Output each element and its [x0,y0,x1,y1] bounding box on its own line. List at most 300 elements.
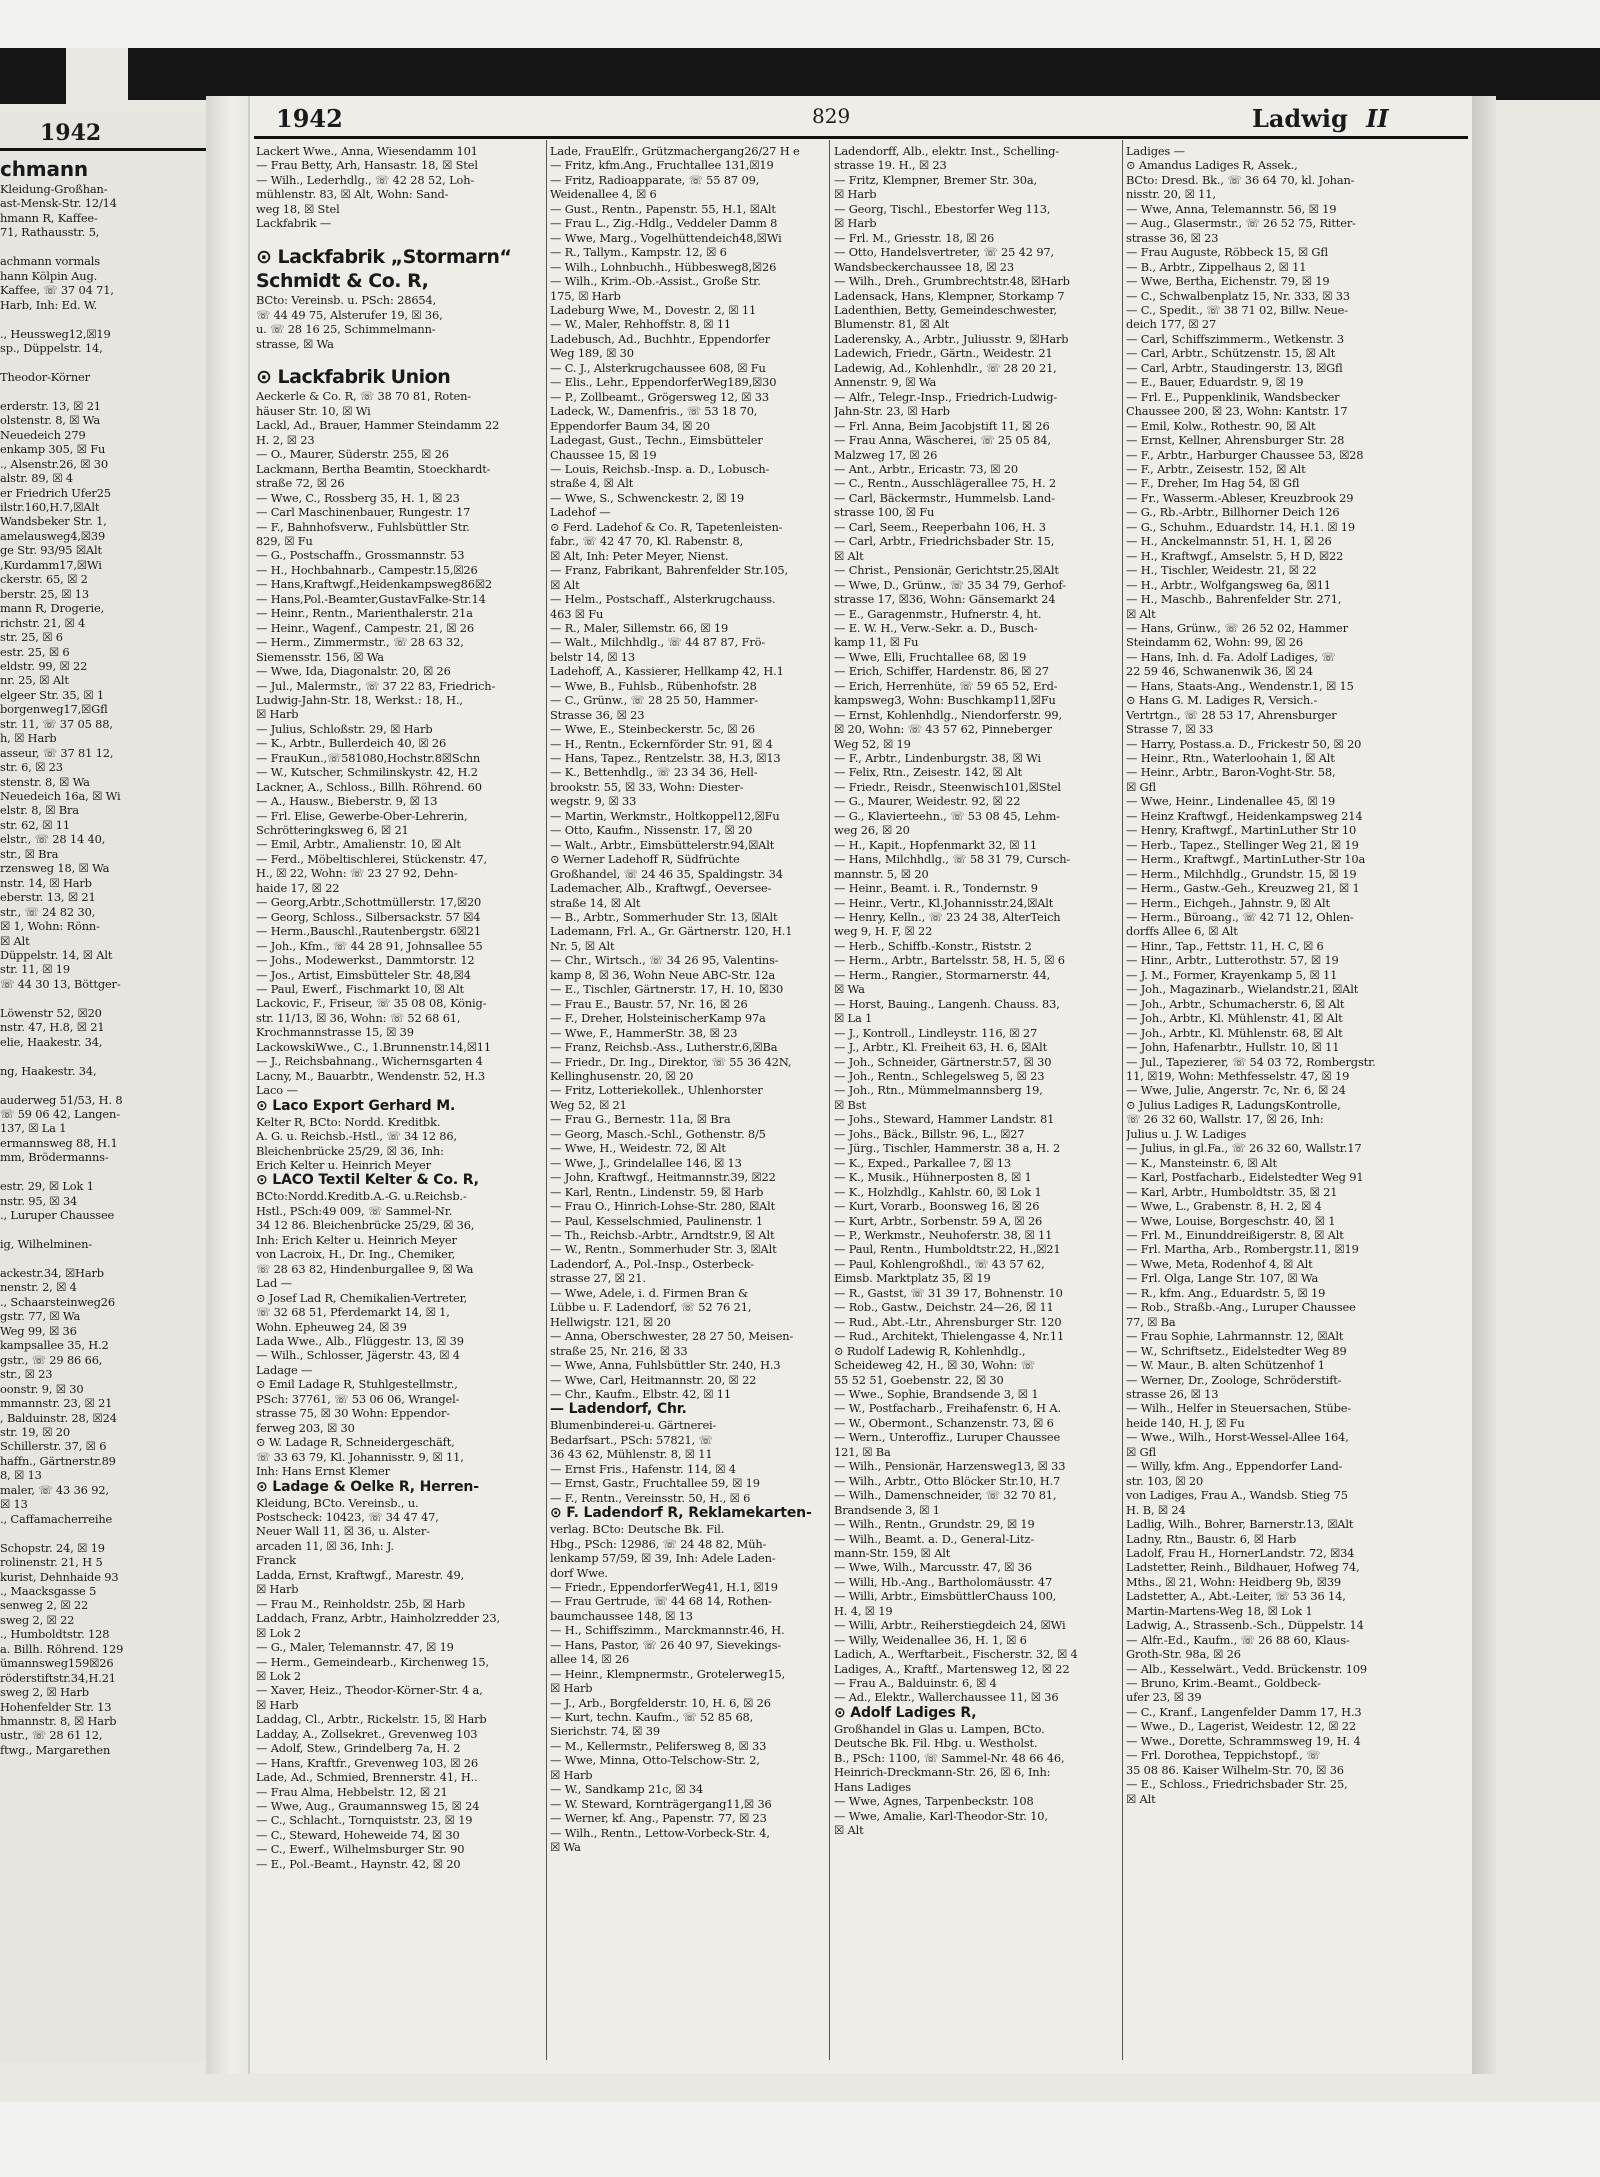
directory-entry: str. 11/13, ☒ 36, Wohn: ☏ 52 68 61, [256,1010,461,1025]
left-page-line [0,355,206,369]
directory-entry: — K., Arbtr., Bullerdeich 40, ☒ 26 [256,736,447,751]
directory-entry: A. G. u. Reichsb.-Hstl., ☏ 34 12 86, [256,1129,457,1144]
directory-entry: — John, Kraftwgf., Heitmannstr.39, ☒22 [550,1170,776,1185]
directory-entry: — Rob., Straßb.-Ang., Luruper Chaussee [1126,1300,1356,1315]
directory-entry: Annenstr. 9, ☒ Wa [834,375,937,390]
directory-entry: 55 52 51, Goebenstr. 22, ☒ 30 [834,1372,1004,1387]
directory-entry: mannstr. 5, ☒ 20 [834,866,929,881]
directory-entry: — Karl, Postfacharb., Eidelstedter Weg 91 [1126,1170,1364,1185]
volume-number: II [1366,104,1389,133]
left-page-line: Düppelstr. 14, ☒ Alt [0,948,113,963]
directory-entry: Ladwig, A., Strassenb.-Sch., Düppelstr. 14 [1126,1618,1364,1633]
directory-entry: — Ferd., Möbeltischlerei, Stückenstr. 47, [256,851,487,866]
directory-entry: — Heinr., Rentn., Marienthalerstr. 21a [256,606,473,621]
left-page-line: mann R, Drogerie, [0,601,105,616]
directory-entry: — Ad., Elektr., Wallerchaussee 11, ☒ 36 [834,1690,1059,1705]
directory-entry: — J., Kontroll., Lindleystr. 116, ☒ 27 [834,1025,1038,1040]
left-page-line: ., Maacksgasse 5 [0,1583,97,1598]
left-page-line: hann Kölpin Aug. [0,268,98,283]
left-page-line: ckerstr. 65, ☒ 2 [0,572,88,587]
left-page-line: Schopstr. 24, ☒ 19 [0,1540,105,1555]
running-head [1252,104,1389,134]
directory-entry: deich 177, ☒ 27 [1126,317,1217,332]
left-page-line [0,312,206,326]
left-page-line: Weg 99, ☒ 36 [0,1323,77,1338]
directory-entry: — Carl, Schiffszimmerm., Wetkenstr. 3 [1126,331,1345,346]
directory-entry: Ladda, Ernst, Kraftwgf., Marestr. 49, [256,1567,465,1582]
directory-entry: — R., Tallym., Kampstr. 12, ☒ 6 [550,245,727,260]
directory-entry: — Xaver, Heiz., Theodor-Körner-Str. 4 a, [256,1683,483,1698]
directory-entry: kamp 8, ☒ 36, Wohn Neue ABC-Str. 12a [550,967,776,982]
directory-entry: Ladstetter, Reinh., Bildhauer, Hofweg 74, [1126,1560,1360,1575]
directory-entry: — Rud., Architekt, Thielengasse 4, Nr.11 [834,1329,1065,1344]
left-page-year: 1942 [40,120,102,146]
directory-entry: Laderensky, A., Arbtr., Juliusstr. 9, ☒Harb [834,331,1069,346]
directory-entry: dorf Wwe. [550,1565,608,1580]
directory-entry: — Chr., Wirtsch., ☏ 34 26 95, Valentins- [550,953,779,968]
directory-entry: ⊙ Amandus Ladiges R, Assek., [1126,158,1298,173]
directory-entry: — Wilh., Beamt. a. D., General-Litz- [834,1531,1035,1546]
directory-entry: ☒ Gfl [1126,779,1157,794]
directory-entry: — Frau O., Hinrich-Lohse-Str. 280, ☒Alt [550,1199,776,1214]
directory-entry: — Werner, kf. Ang., Papenstr. 77, ☒ 23 [550,1811,767,1826]
left-page-line: olstenstr. 8, ☒ Wa [0,413,100,428]
left-page-line: Theodor-Körner [0,369,90,384]
directory-entry [256,231,542,245]
directory-entry: — F., Rentn., Vereinsstr. 50, H., ☒ 6 [550,1490,751,1505]
directory-entry: — Wwe, C., Rossberg 35, H. 1, ☒ 23 [256,490,460,505]
directory-entry: — Hans, Milchhdlg., ☏ 58 31 79, Cursch- [834,852,1071,867]
directory-column-4 [1126,144,1466,2062]
directory-entry: Ladolf, Frau H., HornerLandstr. 72, ☒34 [1126,1545,1355,1560]
directory-entry: Ladebusch, Ad., Buchhtr., Eppendorfer [550,331,771,346]
left-page-line: röderstiftstr.34,H.21 [0,1670,116,1685]
directory-entry: ☒ Wa [550,1840,581,1855]
left-page-line: Kaffee, ☏ 37 04 71, [0,283,114,298]
directory-entry: — Frau A., Balduinstr. 6, ☒ 4 [834,1676,997,1691]
directory-entry: — Wwe, F., HammerStr. 38, ☒ 23 [550,1025,738,1040]
directory-entry: — Hans,Kraftwgf.,Heidenkampsweg86☒2 [256,577,492,592]
directory-entry: — Joh., Arbtr., Schumacherstr. 6, ☒ Alt [1126,996,1345,1011]
directory-entry: Weg 52, ☒ 19 [834,736,911,751]
left-page-line: gstr. 77, ☒ Wa [0,1309,81,1324]
directory-entry: verlag. BCto: Deutsche Bk. Fil. [550,1522,725,1537]
left-page-line: Löwenstr 52, ☒20 [0,1005,102,1020]
directory-entry: — Frau G., Bernestr. 11a, ☒ Bra [550,1112,731,1127]
directory-entry: — E., Tischler, Gärtnerstr. 17, H. 10, ☒30 [550,982,784,997]
directory-entry: — P., Zollbeamt., Grögersweg 12, ☒ 33 [550,389,769,404]
left-page-fragment [0,112,206,2062]
directory-entry: — Georg, Masch.-Schl., Gothenstr. 8/5 [550,1126,766,1141]
left-page-line: gstr., ☏ 29 86 66, [0,1352,103,1367]
directory-entry: Lad — [256,1276,292,1291]
directory-entry: — C. J., Alsterkrugchaussee 608, ☒ Fu [550,360,766,375]
directory-entry: allee 14, ☒ 26 [550,1652,630,1667]
directory-entry: strasse 17, ☒36, Wohn: Gänsemarkt 24 [834,592,1056,607]
directory-entry: — Franz, Fabrikant, Bahrenfelder Str.105, [550,563,789,578]
directory-entry: Großhandel, ☏ 24 46 35, Spaldingstr. 34 [550,866,783,881]
directory-entry: — Herm., Eichgeh., Jahnstr. 9, ☒ Alt [1126,895,1330,910]
directory-entry: H., ☒ 22, Wohn: ☏ 23 27 92, Dehn- [256,866,458,881]
directory-entry: Deutsche Bk. Fil. Hbg. u. Westholst. [834,1736,1038,1751]
directory-entry: — C., Steward, Hoheweide 74, ☒ 30 [256,1827,460,1842]
directory-entry: brookstr. 55, ☒ 33, Wohn: Diester- [550,779,744,794]
header-rule [254,136,1468,139]
directory-entry: ⊙ Hans G. M. Ladiges R, Versich.- [1126,693,1318,708]
directory-entry: Ladday, A., Zollsekret., Grevenweg 103 [256,1726,478,1741]
directory-entry: — Helm., Postschaff., Alsterkrugchauss. [550,592,776,607]
directory-entry: — H., Rentn., Eckernförder Str. 91, ☒ 4 [550,736,773,751]
directory-entry: Heinrich-Dreckmann-Str. 26, ☒ 6, Inh: [834,1765,1051,1780]
directory-entry: — Johs., Modewerkst., Dammtorstr. 12 [256,953,475,968]
page-year: 1942 [276,104,343,133]
column-rule-3 [1122,140,1123,2060]
directory-entry: strasse 19. H., ☒ 23 [834,158,947,173]
directory-entry: — G., Postschaffn., Grossmannstr. 53 [256,548,465,563]
directory-entry: — J., Reichsbahnang., Wichernsgarten 4 [256,1054,483,1069]
directory-entry: straße 14, ☒ Alt [550,895,641,910]
directory-entry: Eppendorfer Baum 34, ☒ 20 [550,418,710,433]
directory-entry: — Kurt, Arbtr., Sorbenstr. 59 A, ☒ 26 [834,1213,1043,1228]
directory-entry: ⊙ Ferd. Ladehof & Co. R, Tapetenleisten- [550,519,783,534]
directory-entry: — F., Bahnhofsverw., Fuhlsbüttler Str. [256,519,470,534]
directory-entry [256,351,542,365]
directory-entry: — E. W. H., Verw.-Sekr. a. D., Busch- [834,620,1038,635]
directory-entry: — Paul, Kohlengroßhdl., ☏ 43 57 62, [834,1256,1045,1271]
directory-entry: — Jos., Artist, Eimsbütteler Str. 48,☒4 [256,967,471,982]
directory-entry: ☒ Harb [834,216,877,231]
directory-entry: Hbg., PSch: 12986, ☏ 24 48 82, Müh- [550,1536,767,1551]
directory-entry: Blumenbinderei-u. Gärtnerei- [550,1418,717,1433]
directory-entry: straße 4, ☒ Alt [550,476,634,491]
left-page-line [0,1252,206,1266]
left-page-line: ge Str. 93/95 ☒Alt [0,543,102,558]
directory-entry: weg 9, H. F, ☒ 22 [834,924,933,939]
left-page-line: estr. 25, ☒ 6 [0,644,70,659]
directory-entry: — Ernst, Kohlenhdlg., Niendorferstr. 99, [834,707,1062,722]
directory-entry: — Otto, Handelsvertreter, ☏ 25 42 97, [834,245,1054,260]
directory-entry: Hans Ladiges [834,1779,911,1794]
left-page-line: 137, ☒ La 1 [0,1121,67,1136]
directory-entry: — Friedr., EppendorferWeg41, H.1, ☒19 [550,1579,778,1594]
firm-entry: Kelter R, BCto: Nordd. Kreditbk. [256,1114,441,1129]
directory-entry: — Werner, Dr., Zoologe, Schröderstift- [1126,1372,1342,1387]
directory-entry: — Wwe, D., Grünw., ☏ 35 34 79, Gerhof- [834,577,1066,592]
directory-entry: — Wwe, Meta, Rodenhof 4, ☒ Alt [1126,1256,1313,1271]
directory-entry: — Herm., Arbtr., Bartelsstr. 58, H. 5, ☒ 6 [834,953,1065,968]
directory-entry: — Johs., Bäck., Billstr. 96, L., ☒27 [834,1126,1025,1141]
firm-entry: ⊙ Adolf Ladiges R, [834,1704,977,1721]
directory-entry: — B., Arbtr., Sommerhuder Str. 13, ☒Alt [550,910,778,925]
left-page-line: enkamp 305, ☒ Fu [0,442,106,457]
directory-entry: H. 2, ☒ 23 [256,432,315,447]
directory-entry: strasse 26, ☒ 13 [1126,1386,1219,1401]
firm-entry: ⊙ Laco Export Gerhard M. [256,1097,456,1114]
directory-entry: ☒ Harb [550,1681,593,1696]
directory-entry: — W., Schriftsetz., Eidelstedter Weg 89 [1126,1343,1347,1358]
directory-entry: — Wilh., Dreh., Grumbrechtstr.48, ☒Harb [834,274,1070,289]
directory-entry: — W. Maur., B. alten Schützenhof 1 [1126,1358,1325,1373]
directory-entry: — Julius, in gl.Fa., ☏ 26 32 60, Wallstr.17 [1126,1141,1362,1156]
directory-entry: ☒ Bst [834,1097,866,1112]
directory-entry: — K., Mansteinstr. 6, ☒ Alt [1126,1155,1277,1170]
directory-entry: Lackl, Ad., Brauer, Hammer Steindamm 22 [256,418,500,433]
directory-entry: — Herm., Zimmermstr., ☏ 28 63 32, [256,635,464,650]
left-page-line: rzensweg 18, ☒ Wa [0,861,110,876]
directory-entry: — Paul, Kesselschmied, Paulinenstr. 1 [550,1213,764,1228]
directory-entry: ☒ Alt [550,577,580,592]
directory-entry: — Jul., Malermstr., ☏ 37 22 83, Friedrich- [256,678,496,693]
directory-entry: — C., Ewerf., Wilhelmsburger Str. 90 [256,1842,465,1857]
left-page-line: ., Alsenstr.26, ☒ 30 [0,456,108,471]
directory-entry: — Carl, Arbtr., Schützenstr. 15, ☒ Alt [1126,346,1336,361]
column-rule-2 [829,140,830,2060]
directory-entry: — Fritz, Radioapparate, ☏ 55 87 09, [550,172,760,187]
left-page-line: eldstr. 99, ☒ 22 [0,658,88,673]
directory-entry: — Frl. Olga, Lange Str. 107, ☒ Wa [1126,1271,1319,1286]
directory-entry: — Martin, Werkmstr., Holtkoppel12,☒Fu [550,808,780,823]
directory-entry: Weg 52, ☒ 21 [550,1097,627,1112]
directory-entry: — H., Maschb., Bahrenfelder Str. 271, [1126,592,1342,607]
left-page-line: 8, ☒ 13 [0,1468,42,1483]
firm-entry: ⊙ Ladage & Oelke R, Herren- [256,1478,479,1495]
left-page-line: ☏ 59 06 42, Langen- [0,1107,120,1121]
directory-entry: — Wwe, Heinr., Lindenallee 45, ☒ 19 [1126,794,1336,809]
directory-entry: — W., Postfacharb., Freihafenstr. 6, H A. [834,1401,1061,1416]
directory-entry: fabr., ☏ 42 47 70, Kl. Rabenstr. 8, [550,534,744,549]
directory-entry: Bedarfsart., PSch: 57821, ☏ [550,1432,713,1447]
directory-entry: — Wwe., Sophie, Brandsende 3, ☒ 1 [834,1386,1039,1401]
directory-entry: — Julius, Schloßstr. 29, ☒ Harb [256,721,433,736]
directory-entry: — J., Arb., Borgfelderstr. 10, H. 6, ☒ 26 [550,1695,771,1710]
left-page-line: er Friedrich Ufer25 [0,485,111,500]
directory-entry: — E., Bauer, Eduardstr. 9, ☒ 19 [1126,375,1304,390]
directory-entry: ☒ Harb [550,1767,593,1782]
directory-entry: — Fr., Wasserm.-Ableser, Kreuzbrook 29 [1126,490,1354,505]
left-page-line: Harb, Inh: Ed. W. [0,297,97,312]
directory-entry: Malzweg 17, ☒ 26 [834,447,938,462]
directory-entry: Ladegast, Gust., Techn., Eimsbütteler [550,433,763,448]
directory-entry: — Heinr., Arbtr., Baron-Voght-Str. 58, [1126,765,1336,780]
left-page-line: Neuedeich 16a, ☒ Wi [0,789,121,804]
directory-entry: B., PSch: 1100, ☏ Sammel-Nr. 48 66 46, [834,1750,1065,1765]
directory-entry: — Heinr., Vertr., Kl.Johannisstr.24,☒Alt [834,895,1054,910]
directory-entry: — Friedr., Reisdr., Steenwisch101,☒Stel [834,779,1061,794]
directory-entry: — Wern., Unteroffiz., Luruper Chaussee [834,1430,1061,1445]
directory-entry: — Frl. Martha, Arb., Rombergstr.11, ☒19 [1126,1242,1359,1257]
directory-entry: — Herm., Bürоang., ☏ 42 71 12, Ohlen- [1126,910,1354,925]
left-page-line: kurist, Dehnhaide 93 [0,1569,119,1584]
left-page-line: str., ☏ 24 82 30, [0,904,96,919]
directory-entry: — Wwe, S., Schwenckestr. 2, ☒ 19 [550,490,744,505]
directory-entry: — Rob., Gastw., Deichstr. 24—26, ☒ 11 [834,1300,1054,1315]
left-page-line: ümannsweg159☒26 [0,1656,114,1671]
directory-entry: — Horst, Bauing., Langenh. Chauss. 83, [834,996,1060,1011]
directory-entry: — G., Maler, Telemannstr. 47, ☒ 19 [256,1640,454,1655]
left-page-line: elgeer Str. 35, ☒ 1 [0,687,105,702]
directory-entry: Laddag, Cl., Arbtr., Rickelstr. 15, ☒ Harb [256,1712,487,1727]
directory-entry: — F., Arbtr., Lindenburgstr. 38, ☒ Wi [834,751,1041,766]
directory-entry: — Wwe, Wilh., Marcusstr. 47, ☒ 36 [834,1560,1032,1575]
directory-entry: ☏ 44 49 75, Alsterufer 19, ☒ 36, [256,307,443,322]
directory-entry: — Georg, Schloss., Silbersackstr. 57 ☒4 [256,909,481,924]
directory-entry: ⊙ Josef Lad R, Chemikalien-Vertreter, [256,1290,468,1305]
directory-entry: — Georg, Tischl., Ebestorfer Weg 113, [834,201,1051,216]
directory-entry: Ladich, A., Werftarbeit., Fischerstr. 32, ☒ 4 [834,1647,1078,1662]
scan-edge-dark-right [128,48,1600,100]
directory-entry: — Willi, Arbtr., Reiherstiegdeich 24, ☒Wi [834,1618,1066,1633]
directory-entry: mann-Str. 159, ☒ Alt [834,1545,951,1560]
directory-entry: — H., Arbtr., Wolfgangsweg 6a, ☒11 [1126,577,1331,592]
directory-entry: ☒ Gfl [1126,1444,1157,1459]
left-page-line: ., Heussweg12,☒19 [0,326,111,341]
left-page-line: ., Luruper Chaussee [0,1208,115,1223]
directory-entry: — F., Dreher, Im Hag 54, ☒ Gfl [1126,476,1300,491]
left-page-line: asseur, ☏ 37 81 12, [0,745,114,760]
left-page-line: haffn., Gärtnerstr.89 [0,1453,116,1468]
directory-entry: dorffs Allee 6, ☒ Alt [1126,924,1238,939]
directory-entry: — Herm.,Bauschl.,Rautenbergstr. 6☒21 [256,924,481,939]
running-head-name: Ladwig [1252,104,1348,133]
directory-entry: — Henry, Kelln., ☏ 23 24 38, AlterTeich [834,910,1061,925]
directory-entry: — Heinr., Rtn., Waterloohain 1, ☒ Alt [1126,751,1335,766]
directory-entry: Lackner, A., Schloss., Billh. Röhrend. 60 [256,779,482,794]
directory-entry: — Wwe, J., Grindelallee 146, ☒ 13 [550,1155,742,1170]
directory-entry: Ladendorff, Alb., elektr. Inst., Schelling- [834,144,1059,158]
directory-entry: — Carl, Bäckermstr., Hummelsb. Land- [834,490,1055,505]
directory-entry: — H., Schiffszimm., Marckmannstr.46, H. [550,1623,785,1638]
directory-entry: — Th., Reichsb.-Arbtr., Arndtstr.9, ☒ Alt [550,1227,775,1242]
directory-entry: — Frl. E., Puppenklinik, Wandsbecker [1126,389,1340,404]
directory-entry: kampsweg3, Wohn: Buschkamp11,☒Fu [834,693,1056,708]
directory-entry: 463 ☒ Fu [550,606,604,621]
directory-entry: belstr 14, ☒ 13 [550,649,635,664]
firm-entry: — Ladendorf, Chr. [550,1401,687,1418]
directory-entry: — Frl. Anna, Beim Jacobjstift 11, ☒ 26 [834,418,1050,433]
directory-entry: 829, ☒ Fu [256,533,313,548]
directory-entry: Postscheck: 10423, ☏ 34 47 47, [256,1509,439,1524]
left-page-line: mm, Brödermanns- [0,1150,109,1165]
directory-entry: — K., Exped., Parkallee 7, ☒ 13 [834,1155,1011,1170]
directory-entry: heide 140, H. J, ☒ Fu [1126,1415,1245,1430]
directory-entry: — FrauKun.,☏581080,Hochstr.8☒Schn [256,750,481,765]
directory-entry: Großhandel in Glas u. Lampen, BCto. [834,1721,1045,1736]
directory-entry: Martin-Martens-Weg 18, ☒ Lok 1 [1126,1603,1313,1618]
directory-entry: — Heinz Kraftwgf., Heidenkampsweg 214 [1126,808,1363,823]
directory-entry: — Ernst, Kellner, Ahrensburger Str. 28 [1126,433,1345,448]
directory-entry: — H., Tischler, Weidestr. 21, ☒ 22 [1126,563,1317,578]
directory-entry: — W., Maler, Rehhoffstr. 8, ☒ 11 [550,317,732,332]
directory-entry: — Wilh., Rentn., Grundstr. 29, ☒ 19 [834,1517,1035,1532]
directory-entry: — Wwe., Wilh., Horst-Wessel-Allee 164, [1126,1430,1349,1445]
left-page-line: ast-Mensk-Str. 12/14 [0,196,117,211]
directory-entry: — Kurt, Vorarb., Boonsweg 16, ☒ 26 [834,1199,1040,1214]
directory-entry: BCto: Dresd. Bk., ☏ 36 64 70, kl. Johan- [1126,172,1355,187]
directory-entry: strasse 75, ☒ 30 Wohn: Eppendor- [256,1406,450,1421]
left-page-line: str. 6, ☒ 23 [0,760,63,775]
directory-entry: Lademacher, Alb., Kraftwgf., Oeverseе- [550,881,772,896]
directory-entry: ☒ Harb [256,707,299,722]
directory-entry: Lackmann, Bertha Beamtin, Stoeckhardt- [256,461,491,476]
directory-entry: 77, ☒ Ba [1126,1314,1176,1329]
directory-entry: ☒ Alt [1126,1791,1156,1806]
directory-entry: ☒ Lok 2 [256,1668,301,1683]
directory-entry: — Wwe, L., Grabenstr. 8, H. 2, ☒ 4 [1126,1199,1322,1214]
directory-entry: ⊙ Emil Ladage R, Stuhlgestellmstr., [256,1377,458,1392]
left-page-line: erderstr. 13, ☒ 21 [0,398,101,413]
directory-entry: — Hans, Inh. d. Fa. Adolf Ladiges, ☏ [1126,649,1336,664]
directory-entry: Franck [256,1553,296,1568]
directory-entry: Ladehoff, A., Kassierer, Hellkamp 42, H.1 [550,664,784,679]
directory-entry: — E., Schloss., Friedrichsbader Str. 25, [1126,1777,1348,1792]
directory-entry: — K., Holzhdlg., Kahlstr. 60, ☒ Lok 1 [834,1184,1042,1199]
left-page-line: Wandsbeker Str. 1, [0,514,107,529]
directory-entry: 22 59 46, Schwanenwik 36, ☒ 24 [1126,664,1313,679]
directory-entry: — Georg,Arbtr.,Schottmüllerstr. 17,☒20 [256,895,482,910]
directory-entry: Ladendorf, A., Pol.-Insp., Osterbeck- [550,1256,754,1271]
directory-entry: — Frau Sophie, Lahrmannstr. 12, ☒Alt [1126,1329,1344,1344]
directory-entry: — Wwe, Aug., Graumannsweg 15, ☒ 24 [256,1799,480,1814]
directory-entry: — Wwe, Carl, Heitmannstr. 20, ☒ 22 [550,1372,757,1387]
directory-entry: ⊙ Julius Ladiges R, LadungsKontrolle, [1126,1097,1341,1112]
directory-entry: str. 103, ☒ 20 [1126,1473,1204,1488]
directory-entry: — R., kfm. Ang., Eduardstr. 5, ☒ 19 [1126,1285,1326,1300]
firm-entry: ⊙ F. Ladendorf R, Reklamekarten- [550,1505,812,1522]
directory-entry: — Heinr., Wagenf., Campestr. 21, ☒ 26 [256,620,474,635]
left-page-text [0,156,206,1757]
firm-entry: ⊙ Lackfabrik Union [256,366,451,389]
directory-entry: Lackovic, F., Friseur, ☏ 35 08 08, König- [256,996,487,1011]
directory-entry: — Heinr., Beamt. i. R., Tondernstr. 9 [834,881,1038,896]
directory-entry: ferweg 203, ☒ 30 [256,1420,355,1435]
directory-entry: — Frau M., Reinholdstr. 25b, ☒ Harb [256,1596,465,1611]
directory-entry: BCto:Nordd.Kreditb.A.-G. u.Reichsb.- [256,1189,467,1204]
directory-entry: — Frl. Elise, Gewerbe-Ober-Lehrerin, [256,808,468,823]
directory-entry: haide 17, ☒ 22 [256,880,340,895]
directory-entry: — O., Maurer, Süderstr. 255, ☒ 26 [256,447,449,462]
left-page-line [0,1078,206,1092]
directory-entry: — Jul., Tapezierer, ☏ 54 03 72, Rombergstr. [1126,1054,1376,1069]
directory-entry: — Franz, Reichsb.-Ass., Lutherstr.6,☒Ba [550,1040,778,1055]
directory-entry: Laddach, Franz, Arbtr., Hainholzredder 23, [256,1611,500,1626]
directory-entry: — K., Musik., Hühnerposten 8, ☒ 1 [834,1170,1032,1185]
directory-entry: — Wilh., Damenschneider, ☏ 32 70 81, [834,1488,1057,1503]
directory-entry: Strasse 36, ☒ 23 [550,707,645,722]
directory-entry: — Frl. M., Einunddreißigerstr. 8, ☒ Alt [1126,1227,1344,1242]
directory-column-2 [550,144,826,2062]
directory-entry: — Wwe, Bertha, Eichenstr. 79, ☒ 19 [1126,274,1330,289]
directory-entry: — Wwe., D., Lagerist, Weidestr. 12, ☒ 22 [1126,1719,1356,1734]
directory-entry: — Alfr.-Ed., Kaufm., ☏ 26 88 60, Klaus- [1126,1632,1350,1647]
directory-entry: — Ernst, Gastr., Fruchtallee 59, ☒ 19 [550,1476,760,1491]
directory-entry: baumchaussee 148, ☒ 13 [550,1608,693,1623]
directory-entry: u. ☏ 28 16 25, Schimmelmann- [256,322,436,337]
directory-entry: Ladenthien, Betty, Gemeindeschwester, [834,302,1057,317]
directory-entry: — J., Arbtr., Kl. Freiheit 63, H. 6, ☒Alt [834,1040,1048,1055]
firm-entry: Schmidt & Co. R, [256,270,429,293]
directory-entry: ☏ 33 63 79, Kl. Johannisstr. 9, ☒ 11, [256,1449,464,1464]
directory-entry: — Chr., Kaufm., Elbstr. 42, ☒ 11 [550,1386,732,1401]
left-page-rule [0,148,206,151]
directory-entry: — Wwe, Julie, Angerstr. 7c, Nr. 6, ☒ 24 [1126,1083,1346,1098]
directory-entry: Ladewich, Friedr., Gärtn., Weidestr. 21 [834,346,1053,361]
directory-entry: — Adolf, Stew., Grindelberg 7a, H. 2 [256,1741,461,1756]
directory-entry: — Karl, Arbtr., Humboldtstr. 35, ☒ 21 [1126,1184,1338,1199]
left-page-line: estr. 29, ☒ Lok 1 [0,1179,94,1194]
directory-entry: Kellinghusenstr. 20, ☒ 20 [550,1069,694,1083]
directory-entry: — G., Maurer, Weidestr. 92, ☒ 22 [834,794,1021,809]
directory-entry: Lacny, M., Bauarbtr., Wendenstr. 52, H.3 [256,1068,486,1083]
